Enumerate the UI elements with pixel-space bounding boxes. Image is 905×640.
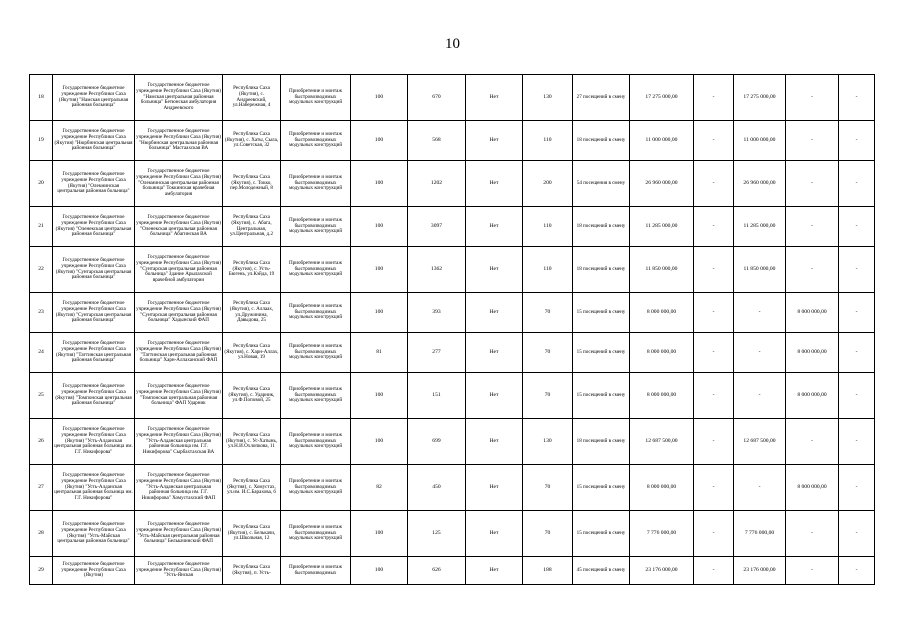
days-cell: 70 xyxy=(523,511,573,557)
stage-cell: Нет xyxy=(466,207,523,247)
days-cell: 110 xyxy=(523,247,573,293)
stage-cell: Нет xyxy=(466,293,523,333)
stage-cell: Нет xyxy=(466,161,523,207)
stage-cell: Нет xyxy=(466,333,523,373)
row-number: 18 xyxy=(30,75,53,121)
cost-cell: 7 776 000,00 xyxy=(630,511,694,557)
work-type-cell: Приобретение и монтаж быстровозводимых модульных конструкций xyxy=(281,511,351,557)
row-number: 19 xyxy=(30,121,53,161)
work-type-cell: Приобретение и монтаж быстровозводимых модульных конструкций xyxy=(281,333,351,373)
amount-col-4-cell: - xyxy=(839,121,875,161)
page-number: 10 xyxy=(445,36,460,52)
readiness-cell: 100 xyxy=(351,207,408,247)
stage-cell: Нет xyxy=(466,511,523,557)
owner-cell: Государственное бюджетное учреждение Республики Саха (Якутия) "Томпонская центральная районная больница" xyxy=(53,373,135,419)
owner-cell: Государственное бюджетное учреждение Республики Саха (Якутия) "Нюрбинская центральная районная больница" xyxy=(53,121,135,161)
readiness-cell: 100 xyxy=(351,75,408,121)
readiness-cell: 100 xyxy=(351,557,408,585)
amount-col-3-cell: - xyxy=(786,247,839,293)
amount-col-1-cell: - xyxy=(694,419,734,465)
stage-cell: Нет xyxy=(466,247,523,293)
capacity-cell: 15 посещений в смену xyxy=(573,465,630,511)
amount-col-3-cell: 8 000 000,00 xyxy=(786,293,839,333)
amount-col-2-cell: 23 176 000,00 xyxy=(734,557,786,585)
work-type-cell: Приобретение и монтаж быстровозводимых модульных конструкций xyxy=(281,465,351,511)
amount-col-2-cell: 11 850 000,00 xyxy=(734,247,786,293)
amount-col-4-cell: - xyxy=(839,161,875,207)
organization-cell: Государственное бюджетное учреждение Республики Саха (Якутия) "Усть-Майская центральная районная больница" Белькачинский ФАП xyxy=(135,511,223,557)
amount-col-4-cell: - xyxy=(839,75,875,121)
area-cell: 450 xyxy=(408,465,466,511)
organization-cell: Государственное бюджетное учреждение Республики Саха (Якутия) "Намская центральная районная больница" Бетюнская амбулатория Андреевского xyxy=(135,75,223,121)
area-cell: 568 xyxy=(408,121,466,161)
readiness-cell: 100 xyxy=(351,373,408,419)
cost-cell: 8 000 000,00 xyxy=(630,465,694,511)
owner-cell: Государственное бюджетное учреждение Республики Саха (Якутия) "Усть-Алданская центральная районная больница им. Г.Г. Никифорова" xyxy=(53,419,135,465)
work-type-cell: Приобретение и монтаж быстровозводимых модульных конструкций xyxy=(281,247,351,293)
stage-cell: Нет xyxy=(466,121,523,161)
table-row xyxy=(30,75,875,121)
amount-col-4-cell: - xyxy=(839,465,875,511)
row-number: 27 xyxy=(30,465,53,511)
stage-cell: Нет xyxy=(466,557,523,585)
cost-cell: 11 285 000,00 xyxy=(630,207,694,247)
area-cell: 125 xyxy=(408,511,466,557)
address-cell: Республика Саха (Якутия), с. Ударник, ул.Ф.Поповой, 25 xyxy=(223,373,281,419)
row-number: 28 xyxy=(30,511,53,557)
readiness-cell: 100 xyxy=(351,511,408,557)
organization-cell: Государственное бюджетное учреждение Республики Саха (Якутия) "Нюрбинская центральная районная больница" Мастаахская ВА xyxy=(135,121,223,161)
owner-cell: Государственное бюджетное учреждение Республики Саха (Якутия) "Сунтарская центральная районная больница" xyxy=(53,293,135,333)
cost-cell: 8 000 000,00 xyxy=(630,333,694,373)
readiness-cell: 100 xyxy=(351,293,408,333)
days-cell: 110 xyxy=(523,121,573,161)
organization-cell: Государственное бюджетное учреждение Республики Саха (Якутия) "Сунтарская центральная районная больница" Хадынский ФАП xyxy=(135,293,223,333)
amount-col-1-cell: - xyxy=(694,75,734,121)
amount-col-2-cell: - xyxy=(734,333,786,373)
stage-cell: Нет xyxy=(466,419,523,465)
capacity-cell: 54 посещения в смену xyxy=(573,161,630,207)
cost-cell: 11 850 000,00 xyxy=(630,247,694,293)
readiness-cell: 100 xyxy=(351,121,408,161)
table-row xyxy=(30,207,875,247)
days-cell: 130 xyxy=(523,419,573,465)
amount-col-2-cell: 11 000 000,00 xyxy=(734,121,786,161)
table-row xyxy=(30,121,875,161)
amount-col-2-cell: - xyxy=(734,373,786,419)
capacity-cell: 27 посещений в смену xyxy=(573,75,630,121)
area-cell: 626 xyxy=(408,557,466,585)
days-cell: 70 xyxy=(523,465,573,511)
organization-cell: Государственное бюджетное учреждение Республики Саха (Якутия) "Оленекская центральная районная больница" Абагинская ВА xyxy=(135,207,223,247)
address-cell: Республика Саха (Якутия), п. Усть- xyxy=(223,557,281,585)
cost-cell: 23 176 000,00 xyxy=(630,557,694,585)
amount-col-2-cell: 11 285 000,00 xyxy=(734,207,786,247)
address-cell: Республика Саха (Якутия), с. Абага, Центральная, ул.Центральная, д.2 xyxy=(223,207,281,247)
readiness-cell: 81 xyxy=(351,333,408,373)
amount-col-4-cell: - xyxy=(839,511,875,557)
amount-col-2-cell: - xyxy=(734,293,786,333)
stage-cell: Нет xyxy=(466,75,523,121)
organization-cell: Государственное бюджетное учреждение Республики Саха (Якутия) "Усть-Янская xyxy=(135,557,223,585)
readiness-cell: 100 xyxy=(351,161,408,207)
table-row xyxy=(30,373,875,419)
days-cell: 188 xyxy=(523,557,573,585)
owner-cell: Государственное бюджетное учреждение Республики Саха (Якутия) "Намская центральная районная больница" xyxy=(53,75,135,121)
capacity-cell: 15 посещений в смену xyxy=(573,373,630,419)
amount-col-3-cell: - xyxy=(786,121,839,161)
capacity-cell: 18 посещений в смену xyxy=(573,247,630,293)
capacity-cell: 18 посещений в смену xyxy=(573,121,630,161)
amount-col-3-cell: 8 000 000,00 xyxy=(786,373,839,419)
area-cell: 151 xyxy=(408,373,466,419)
owner-cell: Государственное бюджетное учреждение Республики Саха (Якутия) xyxy=(53,557,135,585)
area-cell: 1202 xyxy=(408,161,466,207)
cost-cell: 26 960 000,00 xyxy=(630,161,694,207)
capacity-cell: 15 посещений в смену xyxy=(573,333,630,373)
work-type-cell: Приобретение и монтаж быстровозводимых модульных конструкций xyxy=(281,207,351,247)
work-type-cell: Приобретение и монтаж быстровозводимых модульных конструкций xyxy=(281,161,351,207)
address-cell: Республика Саха (Якутия), с. Хаты, Сыла, ул.Советская, 32 xyxy=(223,121,281,161)
amount-col-1-cell: - xyxy=(694,247,734,293)
row-number: 22 xyxy=(30,247,53,293)
stage-cell: Нет xyxy=(466,373,523,419)
amount-col-1-cell: - xyxy=(694,511,734,557)
row-number: 21 xyxy=(30,207,53,247)
table-row xyxy=(30,419,875,465)
address-cell: Республика Саха (Якутия), с. Усть-Бюгень, ул.Кэйда, 19 xyxy=(223,247,281,293)
amount-col-3-cell: - xyxy=(786,207,839,247)
work-type-cell: Приобретение и монтаж быстровозводимых модульных конструкций xyxy=(281,293,351,333)
row-number: 24 xyxy=(30,333,53,373)
amount-col-3-cell: 8 000 000,00 xyxy=(786,465,839,511)
work-type-cell: Приобретение и монтаж быстровозводимых модульных конструкций xyxy=(281,419,351,465)
address-cell: Республика Саха (Якутия), с. Харн-Аллах, ул.Новая, 19 xyxy=(223,333,281,373)
days-cell: 110 xyxy=(523,207,573,247)
table-row xyxy=(30,333,875,373)
stage-cell: Нет xyxy=(466,465,523,511)
amount-col-4-cell: - xyxy=(839,557,875,585)
amount-col-1-cell: - xyxy=(694,465,734,511)
owner-cell: Государственное бюджетное учреждение Республики Саха (Якутия) "Оленекская центральная районная больница" xyxy=(53,207,135,247)
organization-cell: Государственное бюджетное учреждение Республики Саха (Якутия) "Томпонская центральная районная больница" ФАП Ударник xyxy=(135,373,223,419)
address-cell: Республика Саха (Якутия), с. Токко, пер.Молодежный, 8 xyxy=(223,161,281,207)
capacity-cell: 45 посещений в смену xyxy=(573,557,630,585)
registry-table xyxy=(29,74,875,585)
area-cell: 1362 xyxy=(408,247,466,293)
organization-cell: Государственное бюджетное учреждение Республики Саха (Якутия) "Усть-Алданская центральная районная больница им. Г.Г. Никифорова" Сырбахтахская ВА xyxy=(135,419,223,465)
cost-cell: 8 000 000,00 xyxy=(630,293,694,333)
work-type-cell: Приобретение и монтаж быстровозводимых модульных конструкций xyxy=(281,75,351,121)
amount-col-4-cell: - xyxy=(839,293,875,333)
work-type-cell: Приобретение и монтаж быстровозводимых xyxy=(281,557,351,585)
capacity-cell: 15 посещений в смену xyxy=(573,511,630,557)
amount-col-2-cell: 7 776 000,00 xyxy=(734,511,786,557)
capacity-cell: 18 посещений в смену xyxy=(573,419,630,465)
address-cell: Республика Саха (Якутия), с. Ус-Хатынь, ул.Н.И.Охлопкова, 11 xyxy=(223,419,281,465)
owner-cell: Государственное бюджетное учреждение Республики Саха (Якутия) "Усть-Майская центральная районная больница" xyxy=(53,511,135,557)
amount-col-3-cell: - xyxy=(786,161,839,207)
organization-cell: Государственное бюджетное учреждение Республики Саха (Якутия) "Сунтарская центральная районная больница" Здание Арылахской врачебной амбулатории xyxy=(135,247,223,293)
capacity-cell: 18 посещений в смену xyxy=(573,207,630,247)
days-cell: 130 xyxy=(523,75,573,121)
amount-col-4-cell: - xyxy=(839,333,875,373)
days-cell: 70 xyxy=(523,333,573,373)
table-row xyxy=(30,247,875,293)
owner-cell: Государственное бюджетное учреждение Республики Саха (Якутия) "Сунтарская центральная районная больница" xyxy=(53,247,135,293)
days-cell: 70 xyxy=(523,373,573,419)
days-cell: 200 xyxy=(523,161,573,207)
registry-rows xyxy=(30,75,875,585)
amount-col-4-cell: - xyxy=(839,373,875,419)
amount-col-3-cell: - xyxy=(786,511,839,557)
cost-cell: 17 275 000,00 xyxy=(630,75,694,121)
area-cell: 393 xyxy=(408,293,466,333)
work-type-cell: Приобретение и монтаж быстровозводимых модульных конструкций xyxy=(281,373,351,419)
amount-col-3-cell: - xyxy=(786,75,839,121)
row-number: 23 xyxy=(30,293,53,333)
address-cell: Республика Саха (Якутия), с. Андреевский, ул.Набережная, 4 xyxy=(223,75,281,121)
area-cell: 3097 xyxy=(408,207,466,247)
row-number: 25 xyxy=(30,373,53,419)
address-cell: Республика Саха (Якутия), с. Белькачи, ул.Школьная, 12 xyxy=(223,511,281,557)
owner-cell: Государственное бюджетное учреждение Республики Саха (Якутия) "Усть-Алданская центральная районная больница им. Г.Г. Никифорова" xyxy=(53,465,135,511)
amount-col-1-cell: - xyxy=(694,161,734,207)
amount-col-2-cell: 12 687 500,00 xyxy=(734,419,786,465)
amount-col-4-cell: - xyxy=(839,207,875,247)
row-number: 20 xyxy=(30,161,53,207)
table-row xyxy=(30,293,875,333)
amount-col-4-cell: - xyxy=(839,247,875,293)
amount-col-1-cell: - xyxy=(694,333,734,373)
amount-col-1-cell: - xyxy=(694,207,734,247)
table-row xyxy=(30,161,875,207)
area-cell: 277 xyxy=(408,333,466,373)
table-row xyxy=(30,557,875,585)
area-cell: 699 xyxy=(408,419,466,465)
owner-cell: Государственное бюджетное учреждение Республики Саха (Якутия) "Олекминская центральная районная больница" xyxy=(53,161,135,207)
amount-col-2-cell: 17 275 000,00 xyxy=(734,75,786,121)
amount-col-1-cell: - xyxy=(694,557,734,585)
row-number: 29 xyxy=(30,557,53,585)
owner-cell: Государственное бюджетное учреждение Республики Саха (Якутия) "Таттинская центральная районная больница" xyxy=(53,333,135,373)
table-row xyxy=(30,511,875,557)
work-type-cell: Приобретение и монтаж быстровозводимых модульных конструкций xyxy=(281,121,351,161)
address-cell: Республика Саха (Якутия), с. Хомустах, ул.им. И.С.Барахова, 6 xyxy=(223,465,281,511)
amount-col-3-cell: - xyxy=(786,419,839,465)
amount-col-1-cell: - xyxy=(694,293,734,333)
amount-col-1-cell: - xyxy=(694,373,734,419)
amount-col-4-cell: - xyxy=(839,419,875,465)
organization-cell: Государственное бюджетное учреждение Республики Саха (Якутия) "Усть-Алданская центральная районная больница им. Г.Г. Никифорова" Хомустахский ФАП xyxy=(135,465,223,511)
organization-cell: Государственное бюджетное учреждение Республики Саха (Якутия) "Олекминская центральная районная больница" Токкинская врачебная амбулатория xyxy=(135,161,223,207)
amount-col-3-cell: - xyxy=(786,557,839,585)
organization-cell: Государственное бюджетное учреждение Республики Саха (Якутия) "Таттинская центральная районная больница" Харн-Аллаханский ФАП xyxy=(135,333,223,373)
amount-col-2-cell: - xyxy=(734,465,786,511)
readiness-cell: 100 xyxy=(351,419,408,465)
cost-cell: 8 000 000,00 xyxy=(630,373,694,419)
amount-col-2-cell: 26 960 000,00 xyxy=(734,161,786,207)
row-number: 26 xyxy=(30,419,53,465)
days-cell: 70 xyxy=(523,293,573,333)
readiness-cell: 82 xyxy=(351,465,408,511)
amount-col-3-cell: 8 000 000,00 xyxy=(786,333,839,373)
cost-cell: 12 687 500,00 xyxy=(630,419,694,465)
cost-cell: 11 000 000,00 xyxy=(630,121,694,161)
amount-col-1-cell: - xyxy=(694,121,734,161)
area-cell: 670 xyxy=(408,75,466,121)
capacity-cell: 15 посещений в смену xyxy=(573,293,630,333)
address-cell: Республика Саха (Якутия), с. Аллаах, ул.Дружинина, Давыдова, 25 xyxy=(223,293,281,333)
readiness-cell: 100 xyxy=(351,247,408,293)
table-row xyxy=(30,465,875,511)
